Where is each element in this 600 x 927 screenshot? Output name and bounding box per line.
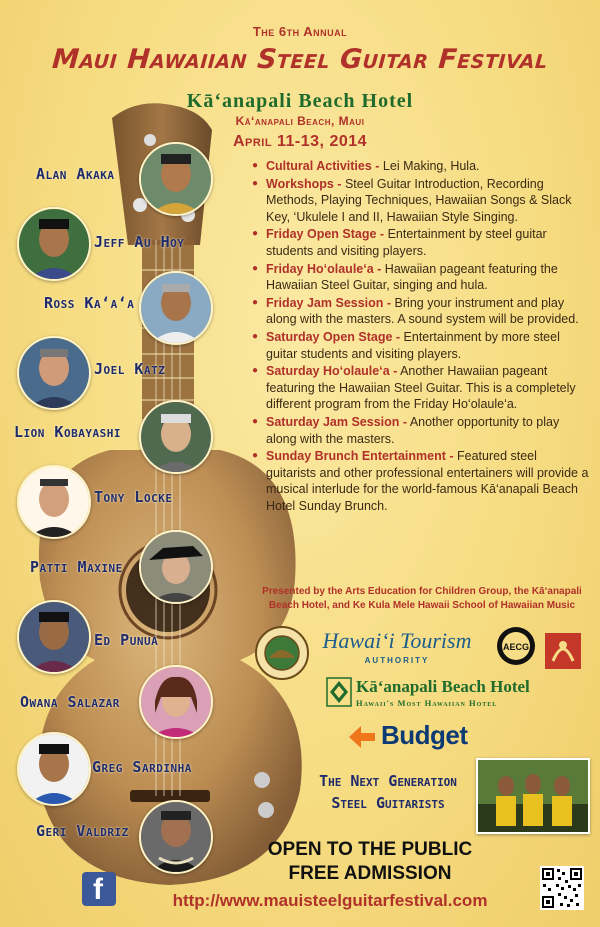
aecg-label: AECG — [502, 642, 530, 652]
activity-title: Saturday Jam Session - — [266, 414, 408, 429]
activity-item — [250, 363, 590, 413]
activity-item — [250, 329, 590, 362]
performer-photo — [139, 400, 213, 474]
aecg-logo — [494, 624, 538, 673]
admission-info — [220, 838, 520, 886]
kaanapali-hotel-logo — [326, 677, 566, 713]
activity-title: Saturday Open Stage - — [266, 329, 401, 344]
performer-photo — [139, 271, 213, 345]
activity-desc: Another opportunity to play along with the masters. — [266, 414, 560, 446]
activity-item — [250, 295, 590, 328]
activity-title: Friday Ho‘olaule‘a - — [266, 261, 382, 276]
budget-logo — [347, 720, 487, 752]
performer-photo — [17, 465, 91, 539]
activity-desc: Bring your instrument and play along with the masters. A sound system will be provided. — [266, 295, 579, 327]
free-admission-text: FREE ADMISSION — [288, 863, 452, 884]
website-link[interactable]: http://www.mauisteelguitarfestival.com — [172, 891, 488, 910]
performer-name: Jeff Au Hoy — [94, 233, 185, 251]
performer-photo — [17, 336, 91, 410]
hawaii-tourism-logo — [322, 628, 472, 665]
next-generation-line1: The Next Generation — [319, 772, 457, 790]
open-to-public-text: OPEN TO THE PUBLIC — [267, 839, 473, 860]
presented-by-text: Presented by the Arts Education for Children Group, the Kā‘anapali Beach Hotel, and Ke Kula Mele Hawaii School of Hawaiian Music — [262, 586, 582, 611]
activity-desc: Entertainment by more steel guitar students and visiting players. — [266, 329, 560, 361]
activities-list — [250, 158, 590, 515]
performer-name: Alan Akaka — [36, 165, 115, 183]
performer-photo — [139, 800, 213, 874]
performer-name: Tony Locke — [94, 488, 173, 506]
activity-title: Friday Jam Session - — [266, 295, 392, 310]
festival-date: April 11-13, 2014 — [232, 133, 368, 150]
performer-name: Ross Ka‘a‘a — [44, 294, 135, 312]
venue-location: Kā‘anapali Beach, Maui — [235, 114, 365, 128]
next-generation-line2: Steel Guitarists — [331, 794, 445, 812]
activity-item — [250, 176, 590, 226]
school-logo — [543, 631, 583, 676]
activity-desc: Lei Making, Hula. — [379, 159, 480, 173]
county-seal-logo — [255, 626, 309, 685]
festival-title: Maui Hawaiian Steel Guitar Festival — [51, 44, 549, 75]
activity-item — [250, 226, 590, 259]
activity-desc: Featured steel guitarists and other professional entertainers will provide a musical interlude for the world-famous Kā‘anapali Beach Hotel Sunday Brunch. — [266, 449, 589, 513]
kaanapali-hotel-tagline: Hawaii's Most Hawaiian Hotel — [356, 698, 498, 708]
facebook-icon[interactable]: f — [82, 872, 116, 906]
activity-desc: Hawaiian pageant featuring the Hawaiian Steel Guitar, singing and hula. — [266, 261, 558, 293]
performer-name: Joel Katz — [94, 360, 166, 378]
performer-name: Geri Valdriz — [36, 822, 129, 840]
activity-item — [250, 414, 590, 447]
activity-item — [250, 158, 590, 175]
activity-desc: Another Hawaiian pageant featuring the Hawaiian Steel Guitar. This is a completely different program from the Friday Ho‘olaule‘a. — [266, 364, 576, 412]
performer-photo — [139, 530, 213, 604]
performer-name: Lion Kobayashi — [14, 423, 121, 441]
performer-photo — [139, 665, 213, 739]
performer-photo — [17, 207, 91, 281]
activity-title: Sunday Brunch Entertainment - — [266, 449, 454, 464]
performer-photo — [17, 600, 91, 674]
activity-title: Cultural Activities - — [266, 159, 380, 173]
performer-name: Owana Salazar — [20, 693, 120, 711]
qr-code-icon — [540, 866, 584, 910]
activity-title: Workshops - — [266, 176, 342, 191]
performer-photo — [17, 732, 91, 806]
performer-name: Ed Punua — [94, 631, 159, 649]
hawaii-tourism-subtitle: AUTHORITY — [364, 656, 430, 665]
next-generation-photo — [476, 758, 590, 834]
performer-name: Patti Maxine — [30, 558, 123, 576]
activity-desc: Entertainment by steel guitar students and visiting players. — [266, 227, 547, 258]
activity-item — [250, 448, 590, 514]
activity-title: Friday Open Stage - — [266, 227, 385, 242]
venue-hotel: Kā‘anapali Beach Hotel — [186, 90, 414, 112]
activity-item — [250, 261, 590, 294]
edition-label: The 6th Annual — [252, 24, 348, 39]
budget-name: Budget — [381, 720, 468, 750]
next-generation-caption — [300, 770, 476, 814]
performer-name: Greg Sardinha — [92, 758, 192, 776]
hawaii-tourism-name: Hawai‘i Tourism — [322, 628, 472, 653]
kaanapali-hotel-name: Kā‘anapali Beach Hotel — [356, 677, 530, 696]
activity-desc: Steel Guitar Introduction, Recording Methods, Playing Techniques, Hawaiian Songs & Slack Key, ‘Ukulele I and II, Hawaiian Style Singing. — [266, 176, 572, 224]
activity-title: Saturday Ho‘olaule‘a - — [266, 364, 398, 379]
performer-photo — [139, 142, 213, 216]
